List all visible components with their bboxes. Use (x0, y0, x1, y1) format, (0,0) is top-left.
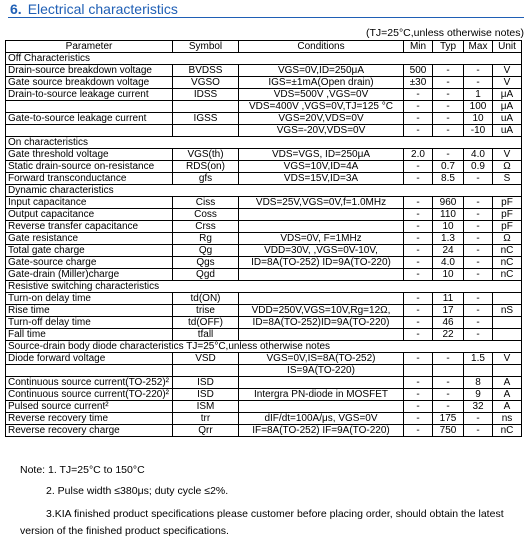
unit-cell: V (493, 353, 522, 365)
conditions-cell (239, 329, 404, 341)
min-cell: - (404, 233, 433, 245)
symbol-cell: BVDSS (173, 65, 239, 77)
unit-cell: pF (493, 197, 522, 209)
conditions-cell: VDS=0V, F=1MHz (239, 233, 404, 245)
table-row (6, 257, 522, 269)
max-cell: - (464, 221, 493, 233)
unit-cell: S (493, 173, 522, 185)
parameter-cell: Drain-source breakdown voltage (6, 65, 173, 77)
max-cell: - (464, 293, 493, 305)
symbol-cell: td(ON) (173, 293, 239, 305)
notes (20, 464, 520, 549)
conditions-cell: ID=8A(TO-252) ID=9A(TO-220) (239, 257, 404, 269)
max-cell: 10 (464, 113, 493, 125)
table-row (6, 317, 522, 329)
section-heading (4, 0, 524, 20)
symbol-cell: td(OFF) (173, 317, 239, 329)
parameter-cell: Fall time (6, 329, 173, 341)
table-row (6, 305, 522, 317)
header-parameter: Parameter (6, 41, 173, 53)
symbol-cell: Qg (173, 245, 239, 257)
min-cell: - (404, 197, 433, 209)
max-cell: - (464, 317, 493, 329)
unit-cell: nC (493, 257, 522, 269)
parameter-cell: Reverse recovery charge (6, 425, 173, 437)
table-row (6, 245, 522, 257)
symbol-cell: IDSS (173, 89, 239, 101)
symbol-cell (173, 365, 239, 377)
typ-cell: 10 (433, 221, 464, 233)
conditions-cell (239, 269, 404, 281)
section-title: Resistive switching characteristics (6, 281, 522, 293)
parameter-cell (6, 101, 173, 113)
parameter-cell: Gate-drain (Miller)charge (6, 269, 173, 281)
conditions-cell: VGS=0V,ID=250μA (239, 65, 404, 77)
typ-cell: - (433, 65, 464, 77)
unit-cell: nC (493, 425, 522, 437)
symbol-cell: Coss (173, 209, 239, 221)
unit-cell: A (493, 401, 522, 413)
symbol-cell (173, 101, 239, 113)
table-row (6, 389, 522, 401)
conditions-cell: IS=9A(TO-220) (239, 365, 404, 377)
typ-cell: 17 (433, 305, 464, 317)
table-row (6, 293, 522, 305)
conditions-cell: VDD=30V, ,VGS=0V-10V, (239, 245, 404, 257)
min-cell: - (404, 161, 433, 173)
table-row (6, 377, 522, 389)
conditions-cell: IF=8A(TO-252) IF=9A(TO-220) (239, 425, 404, 437)
typ-cell: 10 (433, 269, 464, 281)
note-1: Note: 1. TJ=25°C to 150°C (20, 464, 145, 476)
table-row (6, 125, 522, 137)
parameter-cell: Gate threshold voltage (6, 149, 173, 161)
min-cell: - (404, 245, 433, 257)
unit-cell: nC (493, 269, 522, 281)
max-cell: 1 (464, 89, 493, 101)
conditions-cell: VGS=10V,ID=4A (239, 161, 404, 173)
parameter-cell (6, 125, 173, 137)
parameter-cell: Reverse recovery time (6, 413, 173, 425)
parameter-cell: Continuous source current(TO-220)² (6, 389, 173, 401)
header-typ: Typ (433, 41, 464, 53)
max-cell (464, 365, 493, 377)
conditions-cell: VGS=0V,IS=8A(TO-252) (239, 353, 404, 365)
note-2: 2. Pulse width ≤380μs; duty cycle ≤2%. (46, 485, 229, 497)
header-max: Max (464, 41, 493, 53)
min-cell: - (404, 353, 433, 365)
note-3-line-1: 3.KIA finished product specifications please customer before placing order, should obtain the latest (46, 508, 504, 520)
unit-cell (493, 293, 522, 305)
symbol-cell: ISM (173, 401, 239, 413)
unit-cell: pF (493, 221, 522, 233)
max-cell: - (464, 269, 493, 281)
symbol-cell: tfall (173, 329, 239, 341)
conditions-cell (239, 293, 404, 305)
table-row (6, 365, 522, 377)
unit-cell (493, 329, 522, 341)
parameter-cell: Continuous source current(TO-252)² (6, 377, 173, 389)
table-row (6, 353, 522, 365)
table-row (6, 113, 522, 125)
min-cell: - (404, 173, 433, 185)
typ-cell (433, 365, 464, 377)
symbol-cell: ISD (173, 389, 239, 401)
parameter-cell: Reverse transfer capacitance (6, 221, 173, 233)
typ-cell: - (433, 113, 464, 125)
max-cell: 0.9 (464, 161, 493, 173)
table-row (6, 89, 522, 101)
symbol-cell: trr (173, 413, 239, 425)
min-cell: - (404, 221, 433, 233)
min-cell: 2.0 (404, 149, 433, 161)
min-cell: - (404, 389, 433, 401)
section-title: Off Characteristics (6, 53, 522, 65)
parameter-cell: Input capacitance (6, 197, 173, 209)
unit-cell: V (493, 77, 522, 89)
max-cell: - (464, 65, 493, 77)
max-cell: 100 (464, 101, 493, 113)
table-row (6, 401, 522, 413)
max-cell: 8 (464, 377, 493, 389)
typ-cell: 960 (433, 197, 464, 209)
typ-cell: - (433, 125, 464, 137)
max-cell: - (464, 209, 493, 221)
note-3 (20, 506, 520, 540)
header-symbol: Symbol (173, 41, 239, 53)
unit-cell: Ω (493, 161, 522, 173)
typ-cell: 1.3 (433, 233, 464, 245)
parameter-cell: Drain-to-source leakage current (6, 89, 173, 101)
conditions-cell (239, 401, 404, 413)
table-row (6, 161, 522, 173)
conditions-cell: VDS=25V,VGS=0V,f=1.0MHz (239, 197, 404, 209)
min-cell: - (404, 125, 433, 137)
min-cell: - (404, 269, 433, 281)
parameter-cell: Static drain-source on-resistance (6, 161, 173, 173)
unit-cell: μA (493, 89, 522, 101)
typ-cell: 175 (433, 413, 464, 425)
condition-note: (TJ=25°C,unless otherwise notes) (366, 27, 524, 39)
conditions-cell: VDS=400V ,VGS=0V,TJ=125 °C (239, 101, 404, 113)
section-row (6, 341, 522, 353)
min-cell: ±30 (404, 77, 433, 89)
parameter-cell: Output capacitance (6, 209, 173, 221)
section-row (6, 137, 522, 149)
unit-cell: nS (493, 305, 522, 317)
min-cell: - (404, 401, 433, 413)
unit-cell: μA (493, 101, 522, 113)
min-cell: - (404, 113, 433, 125)
parameter-cell: Forward transconductance (6, 173, 173, 185)
table-row (6, 149, 522, 161)
header-unit: Unit (493, 41, 522, 53)
parameter-cell: Diode forward voltage (6, 353, 173, 365)
max-cell: - (464, 173, 493, 185)
unit-cell (493, 365, 522, 377)
table-row (6, 413, 522, 425)
symbol-cell: Qgs (173, 257, 239, 269)
typ-cell: - (433, 353, 464, 365)
typ-cell: - (433, 89, 464, 101)
typ-cell: - (433, 149, 464, 161)
max-cell: 1.5 (464, 353, 493, 365)
max-cell: - (464, 257, 493, 269)
conditions-cell: VDS=15V,ID=3A (239, 173, 404, 185)
symbol-cell: Ciss (173, 197, 239, 209)
min-cell: - (404, 413, 433, 425)
section-title: On characteristics (6, 137, 522, 149)
symbol-cell: RDS(on) (173, 161, 239, 173)
min-cell: - (404, 209, 433, 221)
symbol-cell: Crss (173, 221, 239, 233)
max-cell: - (464, 425, 493, 437)
table-row (6, 101, 522, 113)
symbol-cell: gfs (173, 173, 239, 185)
max-cell: - (464, 77, 493, 89)
section-title: Dynamic characteristics (6, 185, 522, 197)
conditions-cell (239, 221, 404, 233)
parameter-cell: Turn-off delay time (6, 317, 173, 329)
symbol-cell: Rg (173, 233, 239, 245)
conditions-cell (239, 209, 404, 221)
unit-cell (493, 317, 522, 329)
heading-title: Electrical characteristics (27, 1, 178, 17)
typ-cell: 0.7 (433, 161, 464, 173)
note-3-line-2: version of the finished product specifications. (20, 525, 229, 537)
max-cell: 4.0 (464, 149, 493, 161)
parameter-cell: Turn-on delay time (6, 293, 173, 305)
symbol-cell (173, 125, 239, 137)
max-cell: - (464, 413, 493, 425)
unit-cell: pF (493, 209, 522, 221)
min-cell: - (404, 101, 433, 113)
min-cell: - (404, 377, 433, 389)
conditions-cell: VDS=500V ,VGS=0V (239, 89, 404, 101)
unit-cell: A (493, 377, 522, 389)
unit-cell: Ω (493, 233, 522, 245)
symbol-cell: Qgd (173, 269, 239, 281)
max-cell: - (464, 233, 493, 245)
typ-cell: - (433, 77, 464, 89)
section-row (6, 53, 522, 65)
typ-cell: - (433, 389, 464, 401)
typ-cell: 24 (433, 245, 464, 257)
table-header-row (6, 41, 522, 53)
conditions-cell: VGS=20V,VDS=0V (239, 113, 404, 125)
table-body (6, 53, 522, 437)
min-cell: - (404, 425, 433, 437)
conditions-cell: VGS=-20V,VDS=0V (239, 125, 404, 137)
conditions-cell: VDD=250V,VGS=10V,Rg=12Ω, (239, 305, 404, 317)
table-row (6, 329, 522, 341)
typ-cell: - (433, 101, 464, 113)
header-conditions: Conditions (239, 41, 404, 53)
parameter-cell (6, 365, 173, 377)
table-row (6, 65, 522, 77)
typ-cell: 8.5 (433, 173, 464, 185)
conditions-cell: VDS=VGS, ID=250μA (239, 149, 404, 161)
max-cell: - (464, 305, 493, 317)
typ-cell: 46 (433, 317, 464, 329)
parameter-cell: Rise time (6, 305, 173, 317)
symbol-cell: VGS(th) (173, 149, 239, 161)
heading-underline (8, 17, 524, 18)
table-row (6, 173, 522, 185)
symbol-cell: IGSS (173, 113, 239, 125)
table-row (6, 221, 522, 233)
typ-cell: - (433, 401, 464, 413)
unit-cell: uA (493, 125, 522, 137)
max-cell: - (464, 329, 493, 341)
table-row (6, 233, 522, 245)
conditions-cell: dIF/dt=100A/μs, VGS=0V (239, 413, 404, 425)
max-cell: - (464, 197, 493, 209)
header-min: Min (404, 41, 433, 53)
heading-text (10, 1, 178, 17)
typ-cell: - (433, 377, 464, 389)
table-row (6, 425, 522, 437)
electrical-characteristics-table (5, 40, 522, 437)
min-cell: - (404, 317, 433, 329)
table-row (6, 77, 522, 89)
section-title: Source-drain body diode characteristics TJ=25°C,unless otherwise notes (6, 341, 522, 353)
heading-number: 6. (10, 1, 22, 17)
typ-cell: 11 (433, 293, 464, 305)
conditions-cell: ID=8A(TO-252)ID=9A(TO-220) (239, 317, 404, 329)
typ-cell: 4.0 (433, 257, 464, 269)
conditions-cell: IGS=±1mA(Open drain) (239, 77, 404, 89)
unit-cell: uA (493, 113, 522, 125)
table-row (6, 269, 522, 281)
symbol-cell: VGSO (173, 77, 239, 89)
symbol-cell: ISD (173, 377, 239, 389)
unit-cell: V (493, 65, 522, 77)
min-cell: - (404, 305, 433, 317)
max-cell: - (464, 245, 493, 257)
typ-cell: 22 (433, 329, 464, 341)
parameter-cell: Gate-to-source leakage current (6, 113, 173, 125)
unit-cell: V (493, 149, 522, 161)
parameter-cell: Pulsed source current² (6, 401, 173, 413)
max-cell: -10 (464, 125, 493, 137)
typ-cell: 750 (433, 425, 464, 437)
parameter-cell: Gate source breakdown voltage (6, 77, 173, 89)
table-row (6, 209, 522, 221)
section-row (6, 185, 522, 197)
max-cell: 32 (464, 401, 493, 413)
symbol-cell: trise (173, 305, 239, 317)
unit-cell: nC (493, 245, 522, 257)
table-row (6, 197, 522, 209)
unit-cell: ns (493, 413, 522, 425)
max-cell: 9 (464, 389, 493, 401)
symbol-cell: VSD (173, 353, 239, 365)
min-cell: - (404, 257, 433, 269)
symbol-cell: Qrr (173, 425, 239, 437)
section-row (6, 281, 522, 293)
min-cell (404, 365, 433, 377)
min-cell: - (404, 89, 433, 101)
parameter-cell: Gate-source charge (6, 257, 173, 269)
min-cell: 500 (404, 65, 433, 77)
conditions-cell (239, 377, 404, 389)
unit-cell: A (493, 389, 522, 401)
parameter-cell: Gate resistance (6, 233, 173, 245)
min-cell: - (404, 293, 433, 305)
min-cell: - (404, 329, 433, 341)
conditions-cell: Intergra PN-diode in MOSFET (239, 389, 404, 401)
typ-cell: 110 (433, 209, 464, 221)
parameter-cell: Total gate charge (6, 245, 173, 257)
